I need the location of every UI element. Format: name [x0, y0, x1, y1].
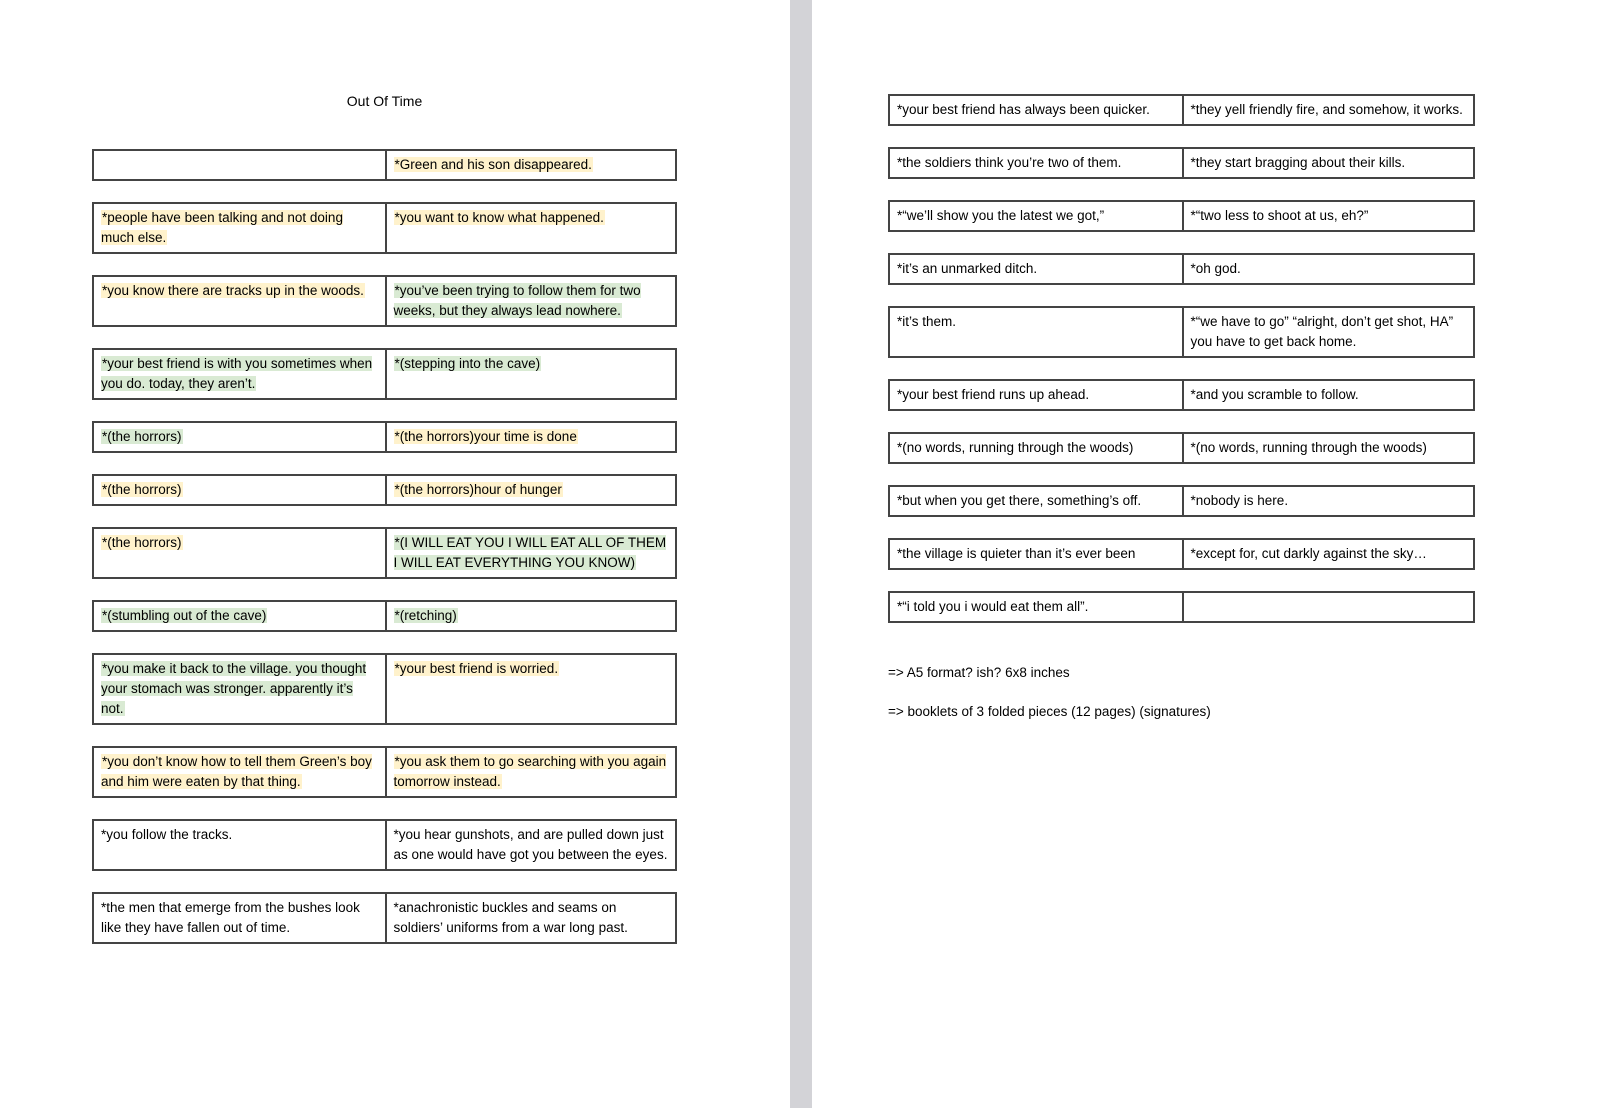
table-cell-right: [1182, 149, 1474, 177]
table-row: [888, 253, 1475, 285]
story-table-page-2: [888, 94, 1475, 623]
table-cell-right: [1182, 593, 1474, 621]
cell-text: *your best friend is worried.: [394, 661, 559, 676]
table-cell-right: [1182, 434, 1474, 462]
table-cell-right: [385, 602, 676, 630]
document-page-1: [92, 0, 677, 965]
table-cell-right: [1182, 381, 1474, 409]
table-row: [888, 200, 1475, 232]
table-row: [92, 653, 677, 725]
table-cell-right: [385, 151, 676, 179]
cell-text: *(no words, running through the woods): [1190, 440, 1427, 455]
cell-text: *but when you get there, something’s off.: [897, 493, 1142, 508]
table-row: [92, 275, 677, 327]
story-table-page-1: [92, 149, 677, 944]
table-cell-left: [890, 540, 1182, 568]
table-cell-right: [385, 476, 676, 504]
table-cell-right: [1182, 96, 1474, 124]
table-cell-left: [890, 487, 1182, 515]
cell-text: *(the horrors)hour of hunger: [394, 482, 562, 497]
table-row: [92, 892, 677, 944]
cell-text: *the men that emerge from the bushes look like they have fallen out of time.: [101, 900, 360, 935]
table-cell-right: [385, 277, 676, 325]
cell-text: *(stepping into the cave): [394, 356, 541, 371]
cell-text: *nobody is here.: [1190, 493, 1289, 508]
cell-text: *your best friend has always been quicker.: [897, 102, 1150, 117]
table-cell-right: [1182, 487, 1474, 515]
cell-text: *(no words, running through the woods): [897, 440, 1134, 455]
cell-text: *(the horrors)your time is done: [394, 429, 577, 444]
table-cell-right: [385, 655, 676, 723]
table-row: [888, 485, 1475, 517]
cell-text: *anachronistic buckles and seams on soldiers’ uniforms from a war long past.: [393, 900, 628, 935]
table-cell-right: [1182, 540, 1474, 568]
cell-text: *(the horrors): [102, 429, 182, 444]
table-cell-right: [385, 821, 676, 869]
cell-text: *you make it back to the village. you thought your stomach was stronger. apparently it’s not.: [101, 661, 367, 716]
table-cell-right: [385, 204, 676, 252]
table-cell-left: [890, 96, 1182, 124]
table-row: [92, 746, 677, 798]
table-row: [888, 591, 1475, 623]
cell-text: *your best friend is with you sometimes when you do. today, they aren’t.: [101, 356, 373, 391]
cell-text: *they start bragging about their kills.: [1190, 155, 1406, 170]
cell-text: *you follow the tracks.: [101, 827, 233, 842]
table-row: [92, 202, 677, 254]
table-cell-left: [890, 202, 1182, 230]
table-row: [888, 379, 1475, 411]
format-notes: [888, 663, 1475, 722]
table-row: [92, 149, 677, 181]
cell-text: *people have been talking and not doing much else.: [101, 210, 343, 245]
cell-text: *you ask them to go searching with you again tomorrow instead.: [393, 754, 667, 789]
cell-text: *“two less to shoot at us, eh?”: [1190, 208, 1369, 223]
cell-text: *the village is quieter than it’s ever been: [897, 546, 1136, 561]
table-row: [888, 306, 1475, 358]
note-booklets: => booklets of 3 folded pieces (12 pages) (signatures): [888, 704, 1211, 719]
table-cell-right: [1182, 308, 1474, 356]
table-cell-left: [890, 381, 1182, 409]
note-format: => A5 format? ish? 6x8 inches: [888, 665, 1070, 680]
cell-text: *you don’t know how to tell them Green’s boy and him were eaten by that thing.: [101, 754, 372, 789]
cell-text: *it’s an unmarked ditch.: [897, 261, 1038, 276]
table-row: [92, 421, 677, 453]
table-cell-right: [385, 423, 676, 451]
document-title: Out Of Time: [346, 93, 423, 109]
table-cell-left: [890, 434, 1182, 462]
table-cell-left: [94, 894, 385, 942]
table-cell-left: [890, 593, 1182, 621]
table-cell-left: [94, 151, 385, 179]
cell-text: *and you scramble to follow.: [1190, 387, 1359, 402]
table-row: [888, 538, 1475, 570]
cell-text: *you’ve been trying to follow them for two weeks, but they always lead nowhere.: [393, 283, 641, 318]
table-cell-left: [890, 149, 1182, 177]
table-row: [92, 474, 677, 506]
table-cell-left: [94, 277, 385, 325]
table-cell-left: [890, 308, 1182, 356]
cell-text: *oh god.: [1190, 261, 1241, 276]
table-row: [888, 94, 1475, 126]
table-cell-right: [385, 748, 676, 796]
table-cell-left: [94, 350, 385, 398]
cell-text: *the soldiers think you’re two of them.: [897, 155, 1122, 170]
cell-text: *you hear gunshots, and are pulled down just as one would have got you between the eyes.: [393, 827, 668, 862]
table-row: [92, 348, 677, 400]
table-row: [92, 600, 677, 632]
page-gutter: [790, 0, 812, 1108]
table-row: [92, 527, 677, 579]
table-cell-left: [94, 602, 385, 630]
cell-text: *you know there are tracks up in the woods.: [102, 283, 364, 298]
cell-text: *“i told you i would eat them all”.: [897, 599, 1089, 614]
cell-text: *except for, cut darkly against the sky…: [1190, 546, 1427, 561]
table-cell-left: [94, 423, 385, 451]
cell-text: *“we have to go” “alright, don’t get shot, HA” you have to get back home.: [1190, 314, 1454, 349]
table-cell-left: [94, 748, 385, 796]
table-cell-left: [94, 476, 385, 504]
cell-text: *your best friend runs up ahead.: [897, 387, 1090, 402]
cell-text: *you want to know what happened.: [394, 210, 604, 225]
table-row: [92, 819, 677, 871]
table-cell-left: [94, 529, 385, 577]
table-cell-left: [94, 821, 385, 869]
cell-text: *(retching): [394, 608, 457, 623]
table-cell-left: [94, 655, 385, 723]
cell-text: *(I WILL EAT YOU I WILL EAT ALL OF THEM I WILL EAT EVERYTHING YOU KNOW): [393, 535, 667, 570]
cell-text: *it’s them.: [897, 314, 957, 329]
cell-text: *“we’ll show you the latest we got,”: [897, 208, 1105, 223]
table-cell-right: [1182, 255, 1474, 283]
cell-text: *(the horrors): [102, 535, 182, 550]
document-page-2: [888, 0, 1475, 722]
cell-text: *(stumbling out of the cave): [102, 608, 267, 623]
table-cell-left: [890, 255, 1182, 283]
cell-text: *(the horrors): [102, 482, 182, 497]
table-row: [888, 432, 1475, 464]
cell-text: *they yell friendly fire, and somehow, it works.: [1190, 102, 1463, 117]
table-cell-right: [385, 894, 676, 942]
table-cell-right: [385, 350, 676, 398]
table-row: [888, 147, 1475, 179]
table-cell-right: [385, 529, 676, 577]
table-cell-right: [1182, 202, 1474, 230]
cell-text: *Green and his son disappeared.: [394, 157, 592, 172]
table-cell-left: [94, 204, 385, 252]
